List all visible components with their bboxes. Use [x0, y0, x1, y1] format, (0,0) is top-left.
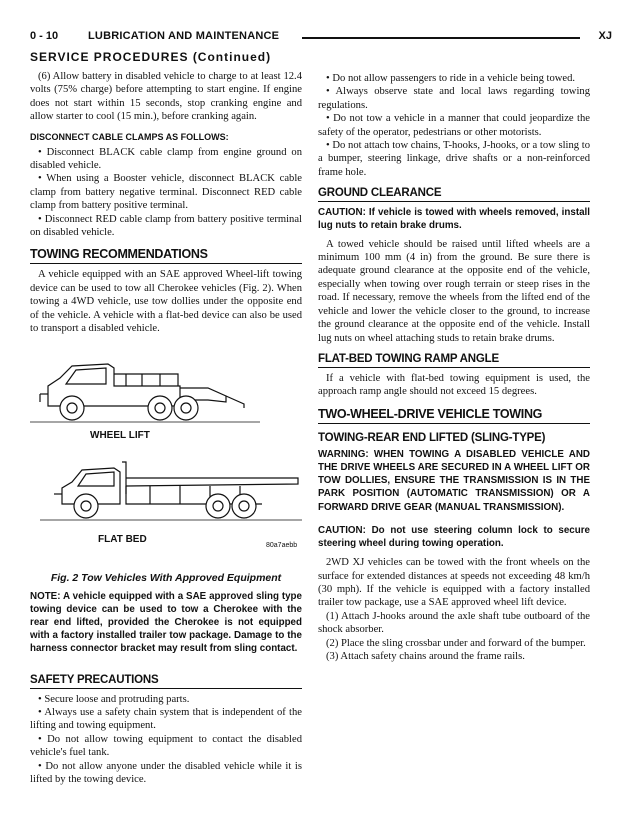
ground-caution: CAUTION: If vehicle is towed with wheels removed, install lug nuts to retain brake drums.	[318, 207, 590, 232]
steering-caution: CAUTION: Do not use steering column lock to secure steering wheel during towing operation.	[318, 524, 590, 549]
ground-clearance-heading: GROUND CLEARANCE	[318, 187, 590, 202]
right-column	[318, 72, 590, 663]
section-title: LUBRICATION AND MAINTENANCE	[88, 30, 280, 42]
flat-bed-text: If a vehicle with flat-bed towing equipment is used, the approach ramp angle should not exceed 15 degrees.	[318, 372, 590, 398]
disconnect-heading: DISCONNECT CABLE CLAMPS AS FOLLOWS:	[30, 131, 229, 142]
safety-item: • Do not allow towing equipment to contact the disabled vehicle's fuel tank.	[30, 733, 302, 759]
two-wheel-drive-heading: TWO-WHEEL-DRIVE VEHICLE TOWING	[318, 407, 590, 424]
tow-vehicles-figure	[30, 344, 302, 566]
disconnect-item: • Disconnect RED cable clamp from battery positive terminal on disabled vehicle.	[30, 213, 302, 239]
service-procedures-heading: SERVICE PROCEDURES (Continued)	[30, 50, 272, 64]
safety-item: • Do not tow a vehicle in a manner that could jeopardize the safety of the operator, pedestrians or other motorists.	[318, 113, 590, 138]
figure-code: 80a7aebb	[266, 541, 298, 549]
disconnect-item: • Disconnect BLACK cable clamp from engine ground on disabled vehicle.	[30, 146, 302, 172]
page-header	[30, 30, 612, 44]
sling-type-heading: TOWING-REAR END LIFTED (SLING-TYPE)	[318, 431, 546, 444]
flat-bed-ramp-heading: FLAT-BED TOWING RAMP ANGLE	[318, 353, 590, 368]
safety-item: • Do not allow passengers to ride in a vehicle being towed.	[326, 73, 576, 84]
flat-bed-label: FLAT BED	[98, 533, 147, 545]
flat-bed-truck	[40, 462, 302, 520]
page-number: 0 - 10	[30, 30, 59, 42]
step: (1) Attach J-hooks around the axle shaft tube outboard of the shock absorber.	[318, 610, 590, 636]
model-code: XJ	[598, 30, 612, 42]
safety-item: • Secure loose and protruding parts.	[38, 693, 190, 705]
disconnect-item: • When using a Booster vehicle, disconnect BLACK cable clamp from battery negative terminal. Disconnect RED cable clamp from battery positive terminal.	[30, 173, 302, 212]
safety-item: • Do not allow anyone under the disabled vehicle while it is lifted by the towing device.	[30, 760, 302, 785]
tow-trucks-illustration	[30, 344, 302, 566]
step: (2) Place the sling crossbar under and forward of the bumper.	[326, 637, 586, 649]
safety-item: • Do not attach tow chains, T-hooks, J-hooks, or a tow sling to a bumper, steering linkage, drive shafts or a non-reinforced frame hole.	[318, 140, 590, 178]
towing-text: A vehicle equipped with an SAE approved Wheel-lift towing device can be used to tow all Cherokee vehicles (Fig. 2). When towing a 4WD vehicle, use tow dollies under the opposite end of the vehicle. A vehicle with a flat-bed device can also be used to transport a disabled vehicle.	[30, 269, 302, 335]
battery-step: (6) Allow battery in disabled vehicle to charge to at least 12.4 volts (75% charge) before attempting to start engine. If engine does not start within 15 seconds, stop cranking engine and allow starter to cool (15 min.), before cranking again.	[30, 71, 302, 123]
wheel-lift-label: WHEEL LIFT	[90, 429, 150, 441]
safety-item: • Always use a safety chain system that is independent of the lifting and towing equipment.	[30, 706, 302, 732]
towing-recommendations-heading: TOWING RECOMMENDATIONS	[30, 247, 302, 264]
left-column	[30, 70, 302, 786]
header-rule	[302, 37, 580, 39]
safety-item: • Always observe state and local laws regarding towing regulations.	[318, 86, 590, 111]
safety-precautions-heading: SAFETY PRECAUTIONS	[30, 674, 302, 689]
wheel-lift-truck	[30, 364, 260, 422]
step: (3) Attach safety chains around the frame rails.	[326, 650, 525, 662]
note: NOTE: A vehicle equipped with a SAE approved sling type towing device can be used to tow a Cherokee with the rear end lifted, provided the Cherokee is not equipped with a factory installed trailer tow package. Damage to the harness connector bracket may result from sling contact.	[30, 590, 302, 655]
two-wd-text: 2WD XJ vehicles can be towed with the front wheels on the surface for extended distances at speeds not exceeding 48 km/h (30 mph). If the vehicle is equipped with a factory installed trailer tow package, use a SAE approved wheel lift device.	[318, 557, 590, 609]
ground-text: A towed vehicle should be raised until lifted wheels are a minimum 100 mm (4 in) from the ground. Be sure there is adequate ground clearance at the opposite end of the vehicle, especially when towing over rough terrain or steep rises in the road. If necessary, remove the wheels from the lifted end of the vehicle and lower the vehicle closer to the ground, to increase the ground clearance at the opposite end of the vehicle. Install lug nuts on wheel attaching studs to retain brake drums.	[318, 238, 590, 344]
figure-caption: Fig. 2 Tow Vehicles With Approved Equipment	[50, 571, 282, 584]
warning-text: WARNING: WHEN TOWING A DISABLED VEHICLE AND THE DRIVE WHEELS ARE SECURED IN A WHEEL LIFT OR TOW DOLLIES, ENSURE THE TRANSMISSION IS IN THE PARK POSITION (AUTOMATIC TRANSMISSION) OR A FORWARD DRIVE GEAR (MANUAL TRANSMISSION).	[318, 448, 590, 513]
